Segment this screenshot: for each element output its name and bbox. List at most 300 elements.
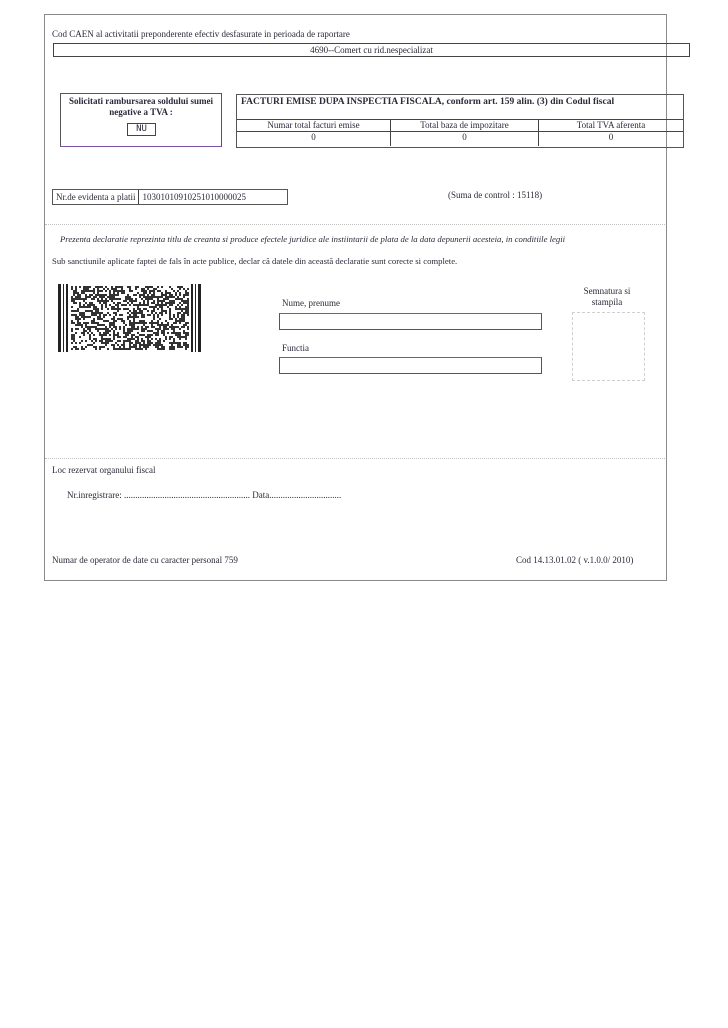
barcode-module [157,302,159,304]
barcode-module [135,348,137,350]
barcode-module [133,300,135,302]
barcode-module [135,288,137,290]
barcode-module [171,294,173,296]
barcode-module [165,336,167,338]
barcode-module [151,324,153,326]
barcode-module [157,308,159,310]
barcode-module [91,312,93,314]
barcode-module [73,314,75,316]
barcode-module [87,344,89,346]
barcode-module [127,328,129,330]
barcode-module [81,316,83,318]
barcode-module [115,294,117,296]
barcode-module [115,312,117,314]
barcode-module [129,340,131,342]
barcode-module [75,310,77,312]
barcode-module [105,302,107,304]
barcode-module [133,338,135,340]
barcode-module [183,296,185,298]
barcode-module [129,324,131,326]
barcode-module [163,324,165,326]
barcode-module [99,290,101,292]
barcode-module [85,296,87,298]
barcode-module [165,310,167,312]
barcode-module [93,346,95,348]
barcode-module [103,314,105,316]
barcode-module [141,294,143,296]
barcode-module [97,300,99,302]
barcode-module [187,322,189,324]
barcode-module [129,300,131,302]
barcode-module [111,300,113,302]
barcode-module [145,296,147,298]
barcode-module [105,344,107,346]
barcode-module [173,328,175,330]
barcode-module [173,302,175,304]
barcode-module [163,300,165,302]
barcode-module [75,316,77,318]
caen-label: Cod CAEN al activitatii preponderente efectiv desfasurate in perioada de raportare [52,29,350,39]
barcode-module [171,346,173,348]
barcode-module [111,328,113,330]
barcode-module [77,310,79,312]
barcode-module [185,302,187,304]
barcode-module [155,344,157,346]
barcode-module [103,328,105,330]
barcode-module [117,318,119,320]
barcode-module [101,336,103,338]
barcode-module [157,348,159,350]
barcode-module [107,330,109,332]
barcode-module [91,320,93,322]
barcode-module [133,328,135,330]
barcode-module [71,322,73,324]
barcode-module [97,318,99,320]
barcode-module [139,344,141,346]
barcode-module [133,322,135,324]
barcode-module [123,336,125,338]
barcode-module [185,324,187,326]
barcode-module [83,322,85,324]
barcode-module [149,314,151,316]
barcode-module [163,326,165,328]
barcode-module [83,312,85,314]
barcode-module [173,340,175,342]
barcode-module [85,346,87,348]
barcode-module [101,334,103,336]
barcode-module [187,308,189,310]
barcode-module [123,342,125,344]
barcode-module [109,314,111,316]
barcode-module [137,328,139,330]
barcode-module [97,310,99,312]
barcode-module [99,296,101,298]
barcode-module [95,328,97,330]
barcode-module [113,288,115,290]
barcode-module [149,336,151,338]
barcode-module [173,330,175,332]
barcode-module [73,294,75,296]
barcode-module [135,336,137,338]
barcode-module [107,338,109,340]
barcode-module [123,322,125,324]
barcode-module [171,318,173,320]
barcode-module [101,324,103,326]
barcode-module [83,288,85,290]
barcode-module [143,328,145,330]
barcode-module [85,340,87,342]
barcode-module [75,314,77,316]
barcode-module [115,320,117,322]
barcode-module [83,334,85,336]
barcode-module [187,328,189,330]
evidenta-value: 10301010910251010000025 [142,192,246,202]
barcode-module [143,322,145,324]
barcode-module [75,290,77,292]
barcode-module [129,342,131,344]
barcode-module [129,332,131,334]
barcode-module [147,326,149,328]
barcode-module [79,296,81,298]
barcode-module [137,342,139,344]
barcode-module [177,296,179,298]
barcode-module [113,292,115,294]
barcode-module [119,302,121,304]
barcode-module [135,304,137,306]
barcode-module [123,290,125,292]
barcode-module [79,312,81,314]
barcode-module [137,326,139,328]
barcode-module [71,348,73,350]
barcode-module [141,288,143,290]
barcode-module [169,326,171,328]
barcode-module [153,310,155,312]
barcode-module [97,286,99,288]
barcode-module [93,334,95,336]
barcode-module [161,286,163,288]
barcode-module [153,316,155,318]
barcode-module [101,298,103,300]
barcode-module [149,286,151,288]
barcode-module [185,344,187,346]
barcode-module [85,286,87,288]
barcode-module [115,308,117,310]
barcode-module [121,292,123,294]
barcode-module [153,292,155,294]
barcode-module [127,340,129,342]
barcode-module [187,332,189,334]
barcode-module [71,342,73,344]
barcode-module [183,318,185,320]
barcode-module [127,286,129,288]
barcode-module [163,298,165,300]
barcode-module [143,300,145,302]
barcode-module [83,300,85,302]
barcode-module [155,332,157,334]
barcode-module [131,316,133,318]
barcode-module [97,292,99,294]
barcode-module [147,346,149,348]
barcode-module [123,330,125,332]
barcode-module [101,294,103,296]
barcode-module [155,312,157,314]
barcode-module [143,346,145,348]
barcode-module [169,286,171,288]
rambursare-value: NU [127,123,156,136]
barcode-module [157,344,159,346]
barcode-module [121,318,123,320]
barcode-module [77,316,79,318]
barcode-module [89,302,91,304]
barcode-module [185,300,187,302]
barcode-module [89,344,91,346]
functia-field[interactable] [279,357,542,374]
facturi-header-numar: Numar total facturi emise [237,120,391,132]
barcode-module [181,298,183,300]
barcode-module [89,296,91,298]
barcode-module [153,332,155,334]
barcode-module [119,326,121,328]
barcode-module [97,308,99,310]
barcode-module [139,322,141,324]
barcode-module [185,312,187,314]
barcode-module [185,292,187,294]
barcode-module [109,340,111,342]
barcode-module [111,322,113,324]
barcode-module [159,340,161,342]
barcode-module [89,306,91,308]
barcode-module [117,340,119,342]
barcode-module [93,296,95,298]
barcode-module [105,314,107,316]
barcode-module [125,324,127,326]
barcode-module [165,304,167,306]
barcode-module [115,334,117,336]
barcode-module [77,348,79,350]
barcode-module [177,320,179,322]
barcode-module [179,338,181,340]
barcode-module [161,346,163,348]
barcode-module [175,298,177,300]
barcode-module [85,322,87,324]
barcode-module [139,296,141,298]
barcode-module [137,292,139,294]
barcode-module [177,334,179,336]
barcode-module [179,318,181,320]
barcode-module [183,288,185,290]
barcode-module [169,296,171,298]
barcode-module [157,316,159,318]
barcode-module [123,328,125,330]
barcode-module [147,286,149,288]
barcode-module [87,310,89,312]
barcode-module [143,314,145,316]
barcode-module [79,306,81,308]
barcode-module [79,314,81,316]
barcode-module [75,288,77,290]
barcode-module [81,326,83,328]
barcode-module [115,348,117,350]
footer-operator: Numar de operator de date cu caracter personal 759 [52,555,238,565]
barcode-module [143,324,145,326]
barcode-module [83,306,85,308]
barcode-module [177,336,179,338]
barcode-module [169,294,171,296]
barcode-module [111,318,113,320]
evidenta-label: Nr.de evidenta a platii [53,190,139,204]
barcode-module [111,340,113,342]
barcode-module [177,344,179,346]
facturi-title: FACTURI EMISE DUPA INSPECTIA FISCALA, conform art. 159 alin. (3) din Codul fiscal [241,97,615,107]
barcode-module [143,316,145,318]
barcode-module [139,334,141,336]
barcode-module [97,316,99,318]
barcode-module [119,336,121,338]
barcode-module [181,316,183,318]
barcode-module [129,344,131,346]
barcode-module [183,324,185,326]
barcode-module [95,306,97,308]
barcode-module [87,316,89,318]
barcode-module [185,346,187,348]
barcode-module [175,320,177,322]
barcode-module [137,322,139,324]
barcode-module [77,298,79,300]
barcode-module [151,296,153,298]
barcode-module [131,300,133,302]
footer-cod: Cod 14.13.01.02 ( v.1.0.0/ 2010) [516,555,634,565]
barcode-module [179,292,181,294]
barcode-module [157,314,159,316]
barcode-module [147,340,149,342]
barcode-module [185,336,187,338]
barcode-module [127,334,129,336]
barcode-module [85,310,87,312]
barcode-module [127,312,129,314]
barcode-module [109,326,111,328]
barcode-module [129,320,131,322]
barcode-module [129,298,131,300]
barcode-module [99,324,101,326]
barcode-module [145,328,147,330]
barcode-module [71,320,73,322]
barcode-module [101,338,103,340]
barcode-module [101,290,103,292]
barcode-module [111,294,113,296]
barcode-module [171,328,173,330]
barcode-module [169,348,171,350]
barcode-module [75,298,77,300]
barcode-module [161,322,163,324]
barcode-module [165,302,167,304]
barcode-module [153,344,155,346]
barcode-module [115,314,117,316]
facturi-values-row [237,131,683,146]
barcode-module [149,340,151,342]
barcode-module [155,338,157,340]
barcode-module [87,304,89,306]
barcode-module [85,330,87,332]
facturi-table [236,94,684,148]
barcode-module [159,318,161,320]
nume-field[interactable] [279,313,542,330]
barcode-module [87,288,89,290]
facturi-value-numar: 0 [237,132,391,146]
barcode-module [131,290,133,292]
barcode-module [105,332,107,334]
barcode-module [171,304,173,306]
barcode-module [137,336,139,338]
barcode-module [97,288,99,290]
barcode-module [119,298,121,300]
barcode-module [113,290,115,292]
barcode-module [159,344,161,346]
barcode-module [161,306,163,308]
barcode-module [177,290,179,292]
barcode-module [151,330,153,332]
barcode-module [103,342,105,344]
barcode-module [125,336,127,338]
barcode-module [143,304,145,306]
barcode-module [125,300,127,302]
barcode-module [141,330,143,332]
barcode-module [109,304,111,306]
barcode-module [165,338,167,340]
barcode-module [175,326,177,328]
barcode-module [187,298,189,300]
nume-label: Nume, prenume [282,298,340,308]
barcode-module [145,344,147,346]
barcode-module [129,322,131,324]
barcode-module [143,292,145,294]
barcode-module [159,348,161,350]
barcode-module [133,320,135,322]
barcode-module [103,324,105,326]
barcode-module [187,310,189,312]
barcode-module [91,310,93,312]
barcode-module [73,322,75,324]
barcode-module [95,296,97,298]
barcode-module [163,330,165,332]
barcode-module [133,312,135,314]
barcode-module [143,344,145,346]
barcode-module [95,322,97,324]
barcode-module [127,308,129,310]
facturi-value-tva: 0 [608,132,614,142]
barcode-module [179,312,181,314]
barcode-module [187,344,189,346]
barcode-module [71,310,73,312]
barcode-module [105,334,107,336]
barcode-module [119,340,121,342]
barcode-module [149,330,151,332]
barcode-module [93,326,95,328]
barcode-module [155,304,157,306]
barcode-module [73,298,75,300]
barcode-module [167,322,169,324]
barcode-module [91,332,93,334]
barcode-module [177,286,179,288]
barcode-module [153,288,155,290]
barcode-module [85,302,87,304]
barcode-module [99,314,101,316]
barcode-module [155,296,157,298]
barcode-module [123,344,125,346]
barcode-module [137,286,139,288]
barcode-module [153,314,155,316]
facturi-header-baza: Total baza de impozitare [391,120,539,132]
barcode-module [169,308,171,310]
